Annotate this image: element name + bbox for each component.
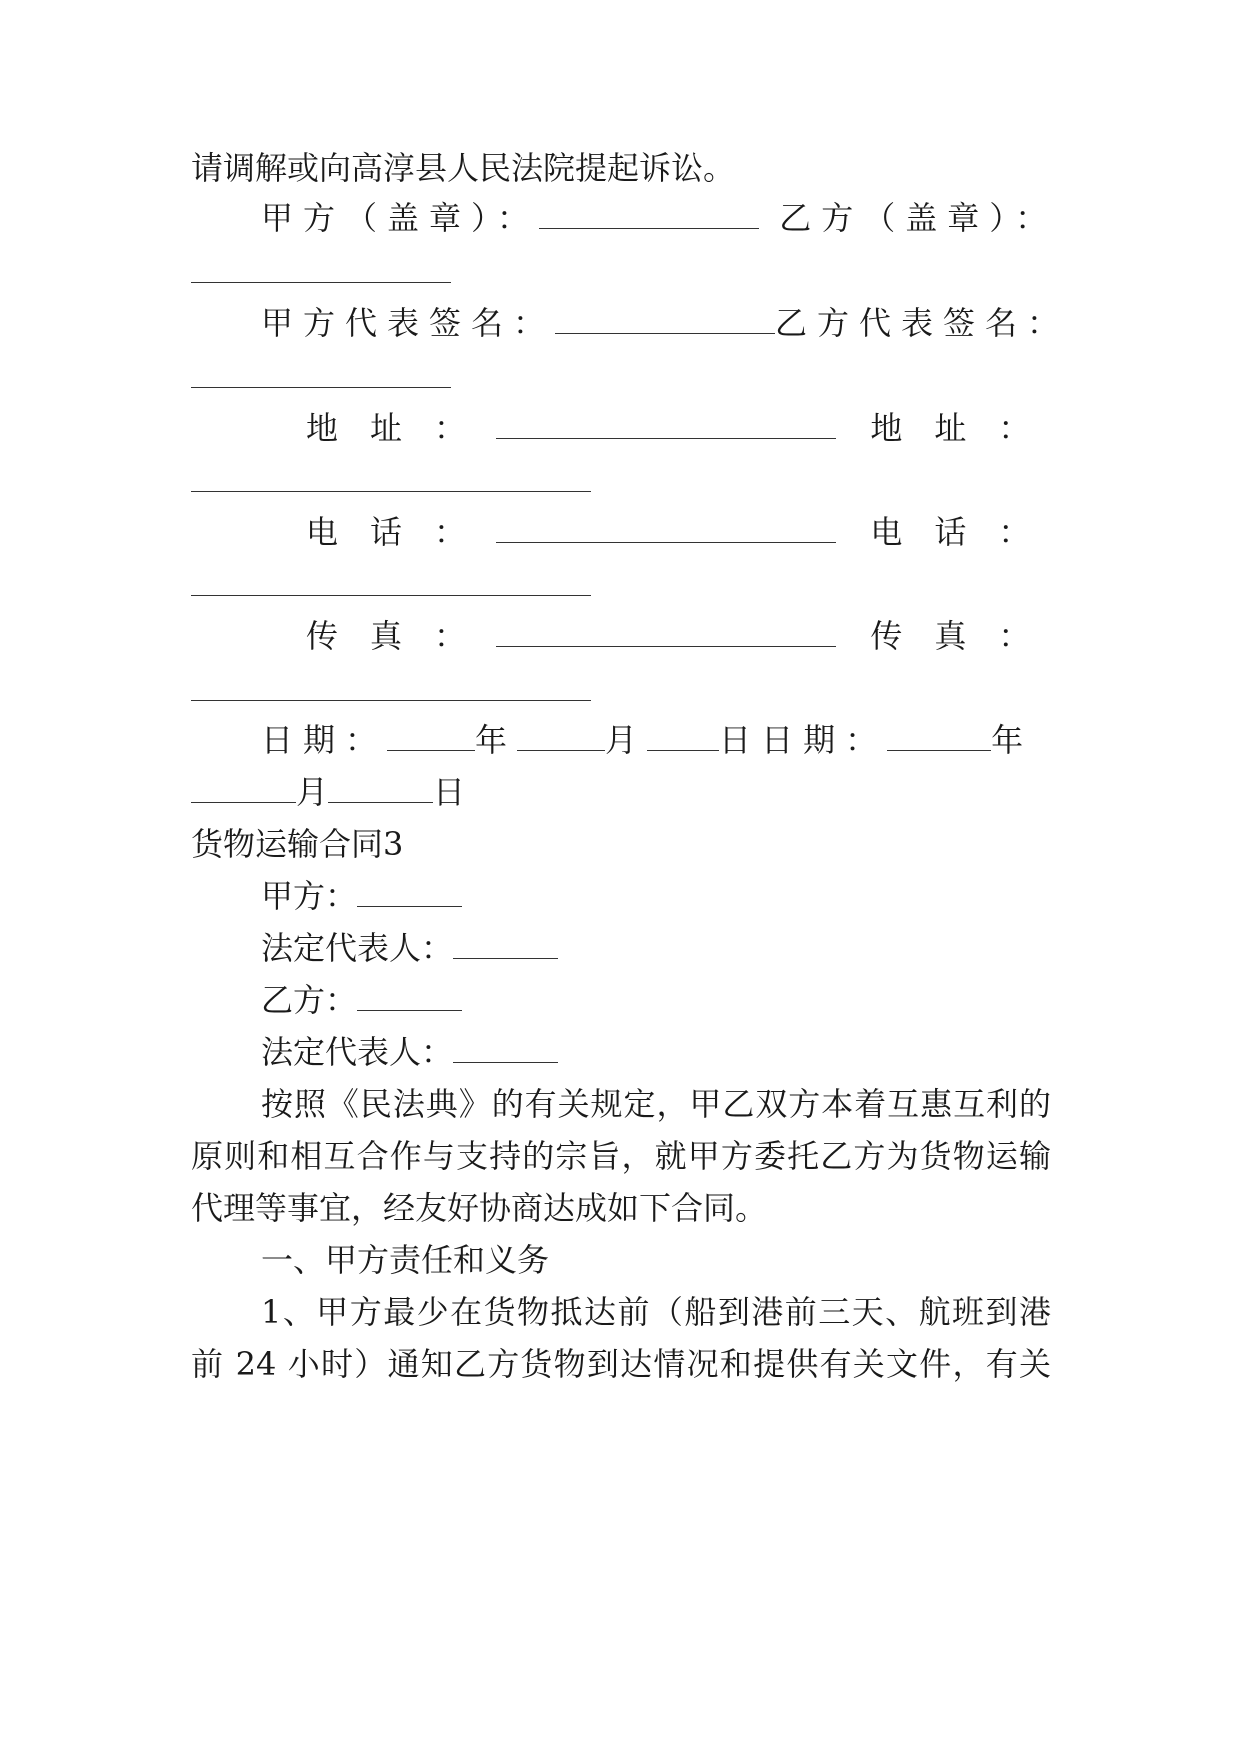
party-a-label: 甲方： <box>261 877 358 915</box>
text-line-dispute: 请调解或向高淳县人民法院提起诉讼。 <box>191 149 736 187</box>
party-a-month-label: 月 <box>605 721 648 759</box>
party-b-address-blank <box>191 490 591 492</box>
party-a-fax-label: 传 真 ： <box>306 617 467 655</box>
party-b-year-label: 年 <box>991 721 1034 759</box>
party-b-phone-label: 电 话 ： <box>870 513 1031 551</box>
party-b-year-blank <box>887 720 991 751</box>
party-b-month-label: 月 <box>296 773 329 811</box>
party-a-legal-rep-blank <box>453 928 558 959</box>
party-b-month-blank <box>191 772 296 803</box>
party-a-rep-sign-blank <box>555 303 775 334</box>
party-a-legal-rep-label: 法定代表人： <box>261 929 454 967</box>
party-b-address-label: 地 址 ： <box>870 409 1031 447</box>
party-b-legal-rep-row <box>191 1030 1121 1074</box>
party-a-year-blank <box>387 720 475 751</box>
party-b-blank <box>357 980 462 1011</box>
party-a-phone-blank <box>496 512 836 543</box>
party-a-year-label: 年 <box>475 721 518 759</box>
party-b-seal-blank <box>191 281 451 283</box>
party-b-rep-sign-blank <box>191 386 451 388</box>
party-a-day-blank <box>647 720 719 751</box>
party-b-label: 乙方： <box>261 981 358 1019</box>
paragraph-line: 按照《民法典》的有关规定，甲乙双方本着互惠互利的 <box>261 1085 1051 1123</box>
party-a-month-blank <box>517 720 605 751</box>
party-a-row <box>191 874 1121 918</box>
paragraph-line: 前 24 小时）通知乙方货物到达情况和提供有关文件，有关 <box>191 1345 1051 1383</box>
party-a-rep-sign-label: 甲方代表签名： <box>261 304 556 342</box>
party-a-seal-blank <box>539 198 759 229</box>
seal-row <box>191 196 1121 240</box>
paragraph-line: 代理等事宜，经友好协商达成如下合同。 <box>191 1189 768 1227</box>
party-a-phone-label: 电 话 ： <box>306 513 467 551</box>
date-row <box>191 718 1121 762</box>
party-b-date-label: 日期： <box>761 721 888 759</box>
party-b-fax-blank <box>191 699 591 701</box>
address-row <box>191 406 1051 450</box>
phone-row <box>191 510 1051 554</box>
paragraph-line: 1、甲方最少在货物抵达前（船到港前三天、航班到港 <box>261 1293 1051 1331</box>
party-b-fax-label: 传 真 ： <box>870 617 1031 655</box>
fax-row <box>191 614 1051 658</box>
party-a-legal-rep-row <box>191 926 1121 970</box>
party-b-legal-rep-label: 法定代表人： <box>261 1033 454 1071</box>
party-a-seal-label: 甲方（盖章）： <box>261 199 540 237</box>
party-b-row <box>191 978 1121 1022</box>
section-heading: 一、甲方责任和义务 <box>261 1241 550 1279</box>
party-b-rep-sign-label: 乙方代表签名： <box>775 304 1070 342</box>
party-b-seal-label: 乙方（盖章）： <box>779 199 1058 237</box>
party-a-fax-blank <box>496 616 836 647</box>
party-a-address-label: 地 址 ： <box>306 409 467 447</box>
party-b-legal-rep-blank <box>453 1032 558 1063</box>
party-a-date-label: 日期： <box>261 721 388 759</box>
party-b-day-label: 日 <box>433 773 466 811</box>
date-row-continued <box>191 770 1051 814</box>
party-a-address-blank <box>496 408 836 439</box>
party-b-day-blank <box>328 772 433 803</box>
section-title: 货物运输合同3 <box>191 825 404 863</box>
paragraph-line: 原则和相互合作与支持的宗旨，就甲方委托乙方为货物运输 <box>191 1137 1051 1175</box>
rep-sign-row <box>191 301 1121 345</box>
party-b-phone-blank <box>191 594 591 596</box>
party-a-day-label: 日 <box>719 721 762 759</box>
party-a-blank <box>357 876 462 907</box>
